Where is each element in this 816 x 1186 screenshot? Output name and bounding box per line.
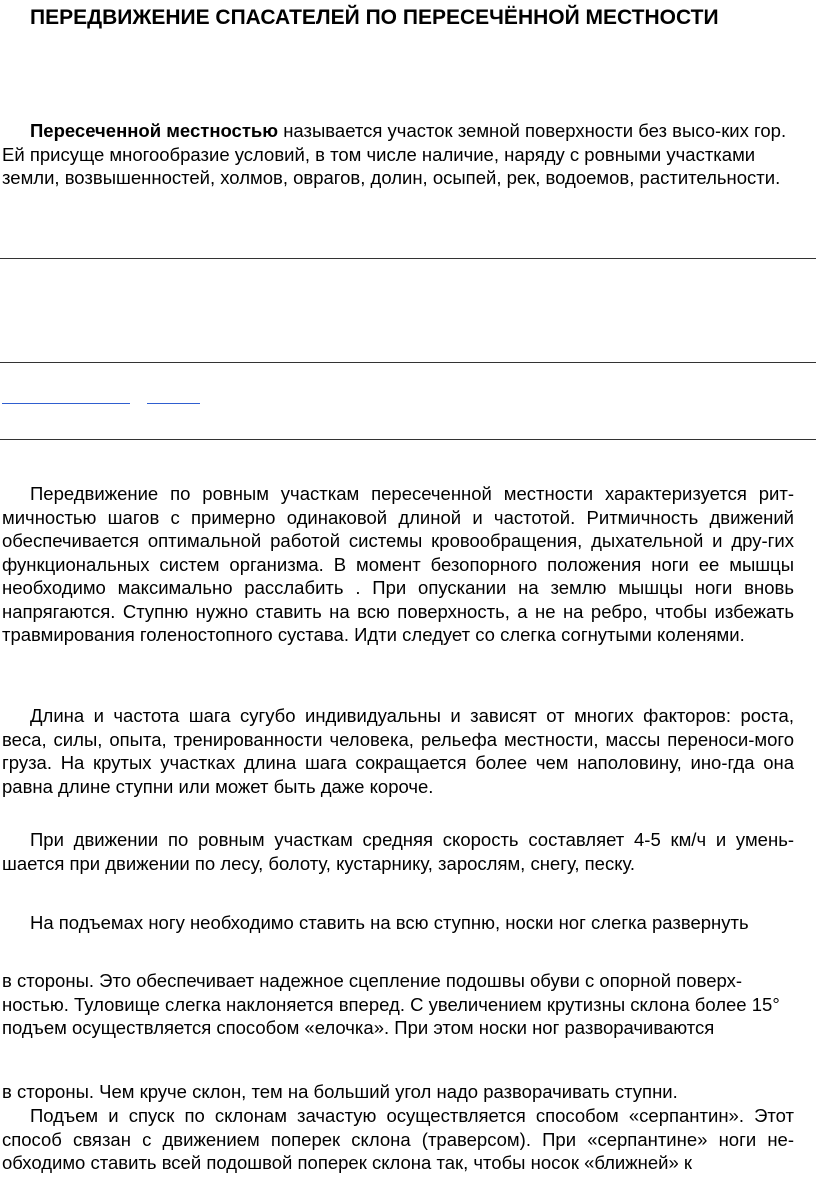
intro-term: Пересеченной местностью bbox=[30, 120, 279, 141]
divider-line-1 bbox=[0, 258, 816, 259]
intro-paragraph bbox=[2, 119, 794, 190]
paragraph-step-length: Длина и частота шага сугубо индивидуальны и зависят от многих факторов: роста, веса, силы, опыта, тренированности человека, рельефа местности, массы переноси-мого груза. На крутых участках длина шага сокращается более чем наполовину, ино-гда она равна длине ступни или может быть даже короче. bbox=[2, 705, 794, 797]
paragraph-ascent-end: в стороны. Чем круче склон, тем на больший угол надо разворачивать ступни. bbox=[2, 1081, 678, 1102]
hyperlink-underline-2[interactable] bbox=[147, 403, 200, 404]
paragraph-speed: При движении по ровным участкам средняя скорость составляет 4-5 км/ч и умень-шается при движении по лесу, болоту, кустарнику, зарослям, снегу, песку. bbox=[2, 829, 794, 874]
intro-text: называется участок земной поверхности без высо-ких гор. Ей присуще многообразие условий, в том числе наличие, наряду с ровными участками земли, возвышенностей, холмов, оврагов, долин, осыпей, рек, водоемов, растительности. bbox=[2, 120, 787, 188]
hyperlink-underline-1[interactable] bbox=[2, 403, 130, 404]
divider-line-2 bbox=[0, 362, 816, 363]
paragraph-walking-rhythm: Передвижение по ровным участкам пересеченной местности характеризуется рит-мичностью шагов с примерно одинаковой длиной и частотой. Ритмичность движений обеспечивается оптимальной работой системы кровообращения, дыхательной и дру-гих функциональных систем организма. В момент безопорного положения ноги ее мышцы необходимо максимально расслабить . При опускании на землю мышцы ноги вновь напрягаются. Ступню нужно ставить на всю поверхность, а не на ребро, чтобы избежать травмирования голеностопного сустава. Идти следует со слегка согнутыми коленями. bbox=[2, 483, 794, 645]
divider-line-3 bbox=[0, 439, 816, 440]
paragraph-ascent-start: На подъемах ногу необходимо ставить на всю ступню, носки ног слегка развернуть bbox=[30, 912, 749, 933]
page-title: ПЕРЕДВИЖЕНИЕ СПАСАТЕЛЕЙ ПО ПЕРЕСЕЧЁННОЙ МЕСТНОСТИ bbox=[30, 6, 719, 29]
paragraph-ascent-continued: в стороны. Это обеспечивает надежное сцепление подошвы обуви с опорной поверх-ностью. Туловище слегка наклоняется вперед. С увеличением крутизны склона более 15° подъем осуществляется способом «елочка». При этом носки ног разворачиваются bbox=[2, 970, 780, 1038]
paragraph-serpentine: Подъем и спуск по склонам зачастую осуществляется способом «серпантин». Этот способ связан с движением поперек склона (траверсом). При «серпантине» ноги не-обходимо ставить всей подошвой поперек склона так, чтобы носок «ближней» к bbox=[2, 1105, 794, 1173]
